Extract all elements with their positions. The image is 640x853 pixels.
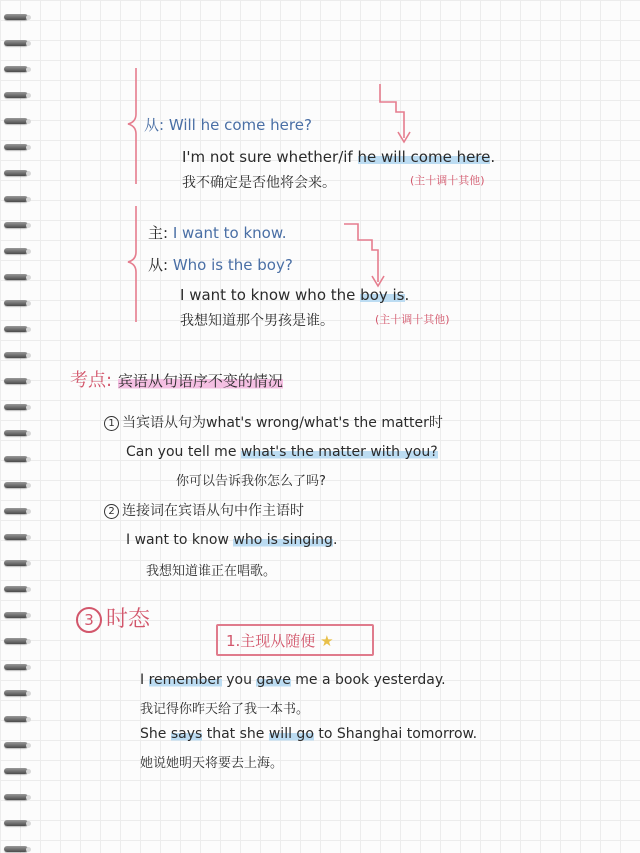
- spiral-ring: [4, 144, 28, 150]
- translation: 我不确定是否他将会来。: [182, 175, 336, 191]
- translation: 你可以告诉我你怎么了吗?: [176, 474, 326, 489]
- point-2: [104, 500, 304, 520]
- spiral-ring: [4, 14, 28, 20]
- punch-hole: [26, 691, 31, 696]
- punch-hole: [26, 639, 31, 644]
- star-icon: ★: [320, 632, 334, 650]
- spiral-ring: [4, 378, 28, 384]
- spiral-ring: [4, 586, 28, 592]
- spiral-ring: [4, 794, 28, 800]
- highlighted-verb: gave: [256, 672, 291, 688]
- clause-question: Will he come here?: [168, 116, 312, 134]
- structure-note: (主十调十其他): [375, 313, 450, 326]
- punch-hole: [26, 613, 31, 618]
- spiral-ring: [4, 196, 28, 202]
- punch-hole: [26, 587, 31, 592]
- spiral-ring: [4, 560, 28, 566]
- punch-hole: [26, 509, 31, 514]
- punch-hole: [26, 41, 31, 46]
- highlighted-clause: who is singing: [233, 532, 333, 548]
- punch-hole: [26, 483, 31, 488]
- punch-hole: [26, 67, 31, 72]
- punch-hole: [26, 535, 31, 540]
- spiral-ring: [4, 404, 28, 410]
- sentence-end: .: [404, 286, 410, 304]
- spiral-ring: [4, 248, 28, 254]
- clause-label: 从:: [148, 256, 169, 274]
- translation: 我记得你昨天给了我一本书。: [140, 702, 310, 717]
- spiral-ring: [4, 690, 28, 696]
- spiral-ring: [4, 508, 28, 514]
- main-line: [148, 222, 287, 243]
- point-1: [104, 412, 443, 432]
- spiral-ring: [4, 482, 28, 488]
- curly-brace: [128, 206, 136, 322]
- point-text: 连接词在宾语从句中作主语时: [122, 503, 304, 519]
- spiral-ring: [4, 66, 28, 72]
- punch-hole: [26, 847, 31, 852]
- point-2-example: [126, 532, 337, 548]
- example-text: that she: [206, 726, 265, 742]
- punch-hole: [26, 717, 31, 722]
- punch-hole: [26, 769, 31, 774]
- clause-line: [148, 254, 293, 275]
- example-text: me a book yesterday.: [295, 672, 446, 688]
- punch-hole: [26, 561, 31, 566]
- clause-label: 从:: [144, 116, 165, 134]
- arrow-bracket: [380, 84, 404, 138]
- spiral-ring: [4, 92, 28, 98]
- spiral-ring: [4, 326, 28, 332]
- clause-line: [144, 114, 312, 135]
- example-text: Can you tell me: [126, 444, 237, 460]
- example-end: .: [332, 532, 338, 548]
- highlighted-verb: says: [170, 726, 203, 742]
- spiral-ring: [4, 664, 28, 670]
- sentence-text: I want to know who the: [180, 286, 356, 304]
- punch-hole: [26, 457, 31, 462]
- translation: 她说她明天将要去上海。: [140, 756, 284, 771]
- spiral-ring: [4, 534, 28, 540]
- spiral-ring: [4, 846, 28, 852]
- punch-hole: [26, 93, 31, 98]
- highlighted-clause: he will come here: [357, 148, 491, 166]
- punch-hole: [26, 743, 31, 748]
- tense-example-2: [140, 726, 477, 742]
- kaodian-title: 宾语从句语序不变的情况: [117, 372, 283, 390]
- punch-hole: [26, 197, 31, 202]
- spiral-ring: [4, 612, 28, 618]
- punch-hole: [26, 405, 31, 410]
- spiral-ring: [4, 716, 28, 722]
- circled-number: 1: [104, 416, 119, 431]
- spiral-ring: [4, 742, 28, 748]
- rule-label: [226, 630, 334, 651]
- punch-hole: [26, 275, 31, 280]
- translation: 我想知道那个男孩是谁。: [180, 313, 334, 329]
- example-text: to Shanghai tomorrow.: [318, 726, 478, 742]
- punch-hole: [26, 665, 31, 670]
- punch-hole: [26, 795, 31, 800]
- spiral-ring: [4, 352, 28, 358]
- kaodian-label: 考点:: [70, 370, 113, 391]
- punch-hole: [26, 145, 31, 150]
- example-text: I: [140, 672, 145, 688]
- circled-number: 3: [76, 607, 102, 633]
- spiral-ring: [4, 40, 28, 46]
- structure-note: (主十调十其他): [410, 174, 485, 187]
- punch-hole: [26, 249, 31, 254]
- punch-hole: [26, 119, 31, 124]
- highlighted-clause: what's the matter with you?: [240, 444, 438, 460]
- spiral-ring: [4, 430, 28, 436]
- sentence-text: I'm not sure whether/if: [182, 148, 353, 166]
- punch-hole: [26, 15, 31, 20]
- spiral-binding: [0, 0, 36, 853]
- spiral-ring: [4, 768, 28, 774]
- tense-heading: [76, 602, 150, 633]
- tense-title: 时态: [106, 607, 151, 632]
- punch-hole: [26, 171, 31, 176]
- spiral-ring: [4, 118, 28, 124]
- highlighted-verb: remember: [148, 672, 222, 688]
- spiral-ring: [4, 222, 28, 228]
- punch-hole: [26, 379, 31, 384]
- punch-hole: [26, 223, 31, 228]
- example-sentence: [180, 286, 409, 304]
- kaodian-heading: [70, 366, 283, 392]
- spiral-ring: [4, 456, 28, 462]
- highlighted-clause: boy is: [360, 286, 405, 304]
- example-text: you: [226, 672, 252, 688]
- highlighted-verb: will go: [268, 726, 314, 742]
- punch-hole: [26, 353, 31, 358]
- punch-hole: [26, 327, 31, 332]
- rule-text: 1.主现从随便: [226, 632, 316, 650]
- punch-hole: [26, 301, 31, 306]
- example-text: I want to know: [126, 532, 229, 548]
- curly-brace: [128, 68, 136, 184]
- arrow-bracket: [344, 224, 378, 282]
- spiral-ring: [4, 300, 28, 306]
- circled-number: 2: [104, 504, 119, 519]
- translation: 我想知道谁正在唱歌。: [146, 564, 277, 579]
- sentence-end: .: [490, 148, 496, 166]
- spiral-ring: [4, 274, 28, 280]
- main-sentence: I want to know.: [172, 224, 287, 242]
- clause-question: Who is the boy?: [172, 256, 293, 274]
- punch-hole: [26, 431, 31, 436]
- main-label: 主:: [148, 224, 169, 242]
- tense-example-1: [140, 672, 446, 688]
- spiral-ring: [4, 820, 28, 826]
- example-sentence: [182, 148, 495, 166]
- example-text: She: [140, 726, 167, 742]
- spiral-ring: [4, 638, 28, 644]
- punch-hole: [26, 821, 31, 826]
- point-text: 当宾语从句为what's wrong/what's the matter时: [122, 415, 443, 431]
- point-1-example: [126, 444, 438, 460]
- spiral-ring: [4, 170, 28, 176]
